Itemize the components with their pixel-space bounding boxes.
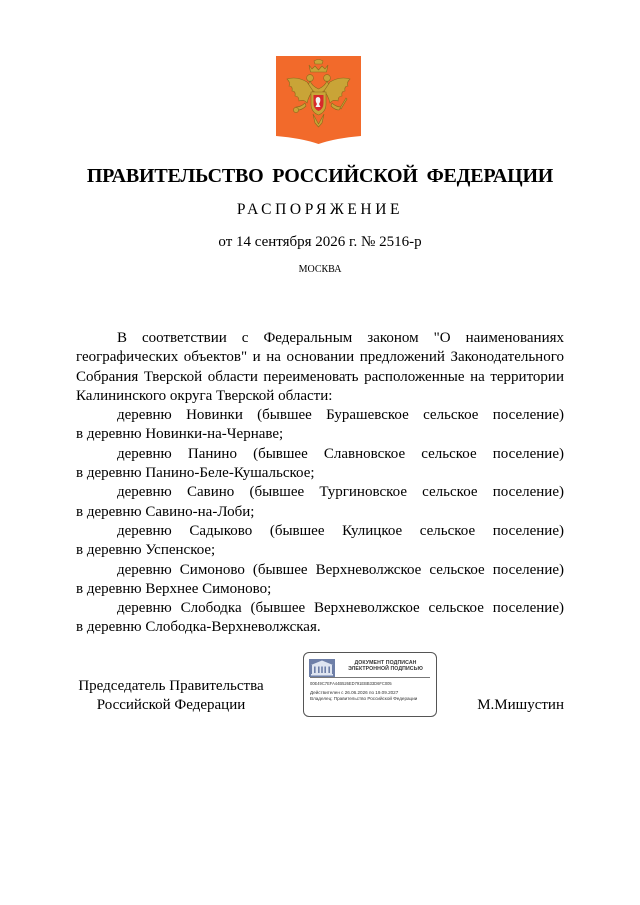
order-item-2-line2: в деревню Панино-Беле-Кушальское;: [76, 465, 315, 482]
stamp-owner: Владелец: Правительство Российской Федерации: [310, 695, 418, 701]
order-item-5-line1: деревню Симоново (бывшее Верхневолжское сельское поселение): [117, 561, 564, 578]
order-item-3-line2: в деревню Савино-на-Лоби;: [76, 503, 255, 520]
signatory-name: М.Мишустин: [477, 697, 564, 713]
order-item-3-line1: деревню Савино (бывшее Тургиновское сельское поселение): [117, 484, 564, 501]
order-item-6-line1: деревню Слободка (бывшее Верхневолжское сельское поселение): [117, 600, 564, 617]
order-item-4-line2: в деревню Успенское;: [76, 542, 216, 559]
signatory-position: [76, 677, 266, 716]
document-type: РАСПОРЯЖЕНИЕ: [236, 201, 404, 218]
document-date-number: от 14 сентября 2026 г. № 2516-р: [218, 234, 422, 250]
order-item-1-line2: в деревню Новинки-на-Чернаве;: [76, 426, 284, 443]
order-body: [76, 329, 564, 638]
order-item-6-line2: в деревню Слободка-Верхневолжская.: [76, 619, 321, 636]
government-title: ПРАВИТЕЛЬСТВО РОССИЙСКОЙ ФЕДЕРАЦИИ: [86, 165, 554, 187]
stamp-header: [338, 660, 433, 672]
government-building-icon: [309, 659, 335, 677]
order-item-1-line1: деревню Новинки (бывшее Бурашевское сельское поселение): [117, 407, 564, 424]
signatory-position-line2: Российской Федерации: [96, 697, 246, 714]
order-item-4-line1: деревню Садыково (бывшее Кулицкое сельское поселение): [117, 522, 564, 539]
stamp-serial: 00E49C7EFA44B526ED791EBB33D6FC005: [310, 681, 392, 686]
order-item-5-line2: в деревню Верхнее Симоново;: [76, 580, 272, 597]
stamp-validity: Действителен с 26.06.2026 по 19.09.2027: [310, 690, 399, 695]
signatory-position-line1: Председатель Правительства: [78, 678, 264, 694]
state-emblem-icon: [276, 56, 361, 144]
stamp-details: [310, 690, 432, 701]
stamp-header-line1: ДОКУМЕНТ ПОДПИСАН: [354, 660, 417, 666]
stamp-header-line2: ЭЛЕКТРОННОЙ ПОДПИСЬЮ: [348, 666, 423, 673]
order-item-2-line1: деревню Панино (бывшее Славновское сельское поселение): [117, 445, 564, 462]
stamp-divider: [310, 677, 430, 678]
electronic-signature-stamp: [303, 652, 437, 717]
document-city: МОСКВА: [298, 264, 342, 275]
order-intro: В соответствии с Федеральным законом "О наименованиях географических объектов" и на основании предложений Законодательного Собрания Тверской области переименовать расположенные на территории Калининского округа Тверской области:: [76, 330, 564, 404]
